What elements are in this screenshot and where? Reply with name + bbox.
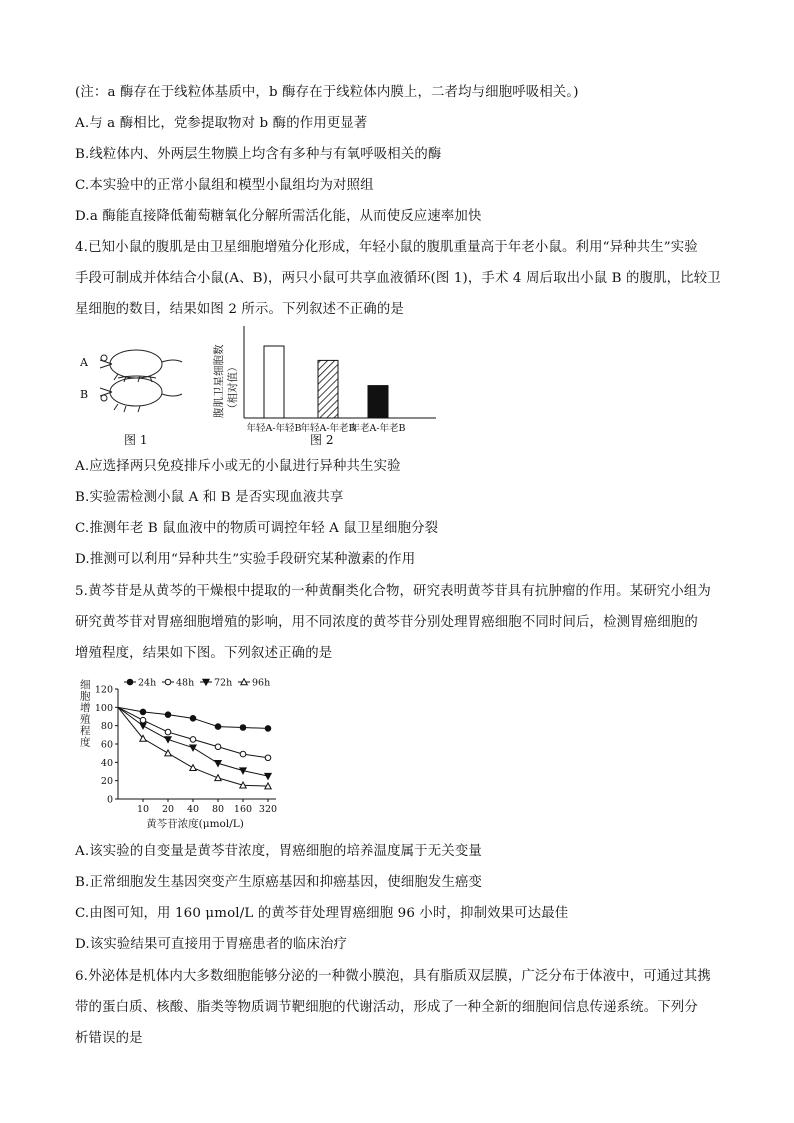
figure-3-point xyxy=(215,724,221,730)
figure-3-legend-label: 24h xyxy=(138,677,157,689)
q3-option-c: C.本实验中的正常小鼠组和模型小鼠组均为对照组 xyxy=(75,178,374,193)
figure-3-legend-label: 48h xyxy=(176,677,195,689)
figure-3-point xyxy=(190,737,196,743)
figure-2-bar-2 xyxy=(318,360,338,418)
figure-3-ylabel-char: 殖 xyxy=(80,713,91,726)
q5-option-b: B.正常细胞发生基因突变产生原癌基因和抑癌基因，使细胞发生癌变 xyxy=(75,875,483,890)
q3-option-d: D.a 酶能直接降低葡萄糖氧化分解所需活化能，从而使反应速率加快 xyxy=(75,209,482,224)
q5-stem-line-2: 研究黄芩苷对胃癌细胞增殖的影响，用不同浓度的黄芩苷分别处理胃癌细胞不同时间后，检测胃癌细胞的 xyxy=(75,615,698,630)
figure-3-xtick-label: 40 xyxy=(186,804,200,815)
figure-1-mice xyxy=(78,340,188,448)
q5-option-d: D.该实验结果可直接用于胃癌患者的临床治疗 xyxy=(75,937,348,952)
figure-3-ytick-label: 60 xyxy=(100,739,113,751)
q4-option-b: B.实验需检测小鼠 A 和 B 是否实现血液共享 xyxy=(75,490,344,505)
figure-2-ylabel-sub: （相对值） xyxy=(227,361,239,414)
figure-3-xtick-label: 80 xyxy=(211,804,225,815)
figure-3-ylabel-char: 胞 xyxy=(80,690,91,703)
figure-2-xtick-label: 年老A-年老B xyxy=(350,423,406,434)
q4-option-c: C.推测年老 B 鼠血液中的物质可调控年轻 A 鼠卫星细胞分裂 xyxy=(75,521,439,536)
figure-1-label-a: A xyxy=(80,356,88,369)
figure-3-point xyxy=(265,755,271,761)
figure-3-ytick-label: 120 xyxy=(94,684,113,696)
figure-3-ytick-label: 0 xyxy=(106,794,113,806)
q4-option-d: D.推测可以利用“异种共生”实验手段研究某种激素的作用 xyxy=(75,552,416,567)
figure-3-ytick-label: 20 xyxy=(100,776,113,788)
figure-3-point xyxy=(240,751,246,757)
figure-3-point xyxy=(215,775,221,781)
figure-1-label-b: B xyxy=(80,388,89,401)
figure-3-legend-label: 96h xyxy=(252,677,271,689)
figure-3-point xyxy=(165,729,171,735)
figure-3-ytick-label: 100 xyxy=(94,702,113,714)
figure-3-legend-marker xyxy=(127,679,133,685)
q3-option-a: A.与 a 酶相比，党参提取物对 b 酶的作用更显著 xyxy=(75,116,368,131)
figure-2-bar-chart xyxy=(210,322,440,448)
q4-stem-line-1: 4.已知小鼠的腹肌是由卫星细胞增殖分化形成，年轻小鼠的腹肌重量高于年老小鼠。利用“异种共生”实验 xyxy=(75,240,698,255)
figure-3-xlabel: 黄芩苷浓度(μmol/L) xyxy=(146,818,244,830)
figure-3-point xyxy=(165,712,171,718)
q4-stem-line-3: 星细胞的数目，结果如图 2 所示。下列叙述不正确的是 xyxy=(75,302,404,317)
q6-stem-line-3: 析错误的是 xyxy=(75,1031,143,1046)
figure-2-bar-1 xyxy=(264,346,284,418)
figure-3-ytick-label: 80 xyxy=(100,721,113,733)
q5-stem-line-1: 5.黄芩苷是从黄芩的干燥根中提取的一种黄酮类化合物，研究表明黄芩苷具有抗肿瘤的作用。某研究小组为 xyxy=(75,584,711,599)
figure-3-point xyxy=(190,765,196,771)
figure-3-point xyxy=(140,709,146,715)
figure-3-legend-marker xyxy=(165,679,171,685)
figure-2-xtick-label: 年轻A-年轻B xyxy=(246,423,302,434)
figure-3-ylabel-char: 度 xyxy=(80,736,91,749)
figure-3-xtick-label: 10 xyxy=(136,804,150,815)
figure-3-line-chart xyxy=(78,672,293,832)
figure-2-ylabel-main: 腹肌卫星细胞数 xyxy=(213,344,225,418)
figure-3-point xyxy=(165,750,171,756)
q6-stem-line-2: 带的蛋白质、核酸、脂类等物质调节靶细胞的代谢活动，形成了一种全新的细胞间信息传递系统。下列分 xyxy=(75,1000,698,1015)
figure-3-point xyxy=(140,717,146,723)
figure-2-xtick-label: 年轻A-年老B xyxy=(300,423,356,434)
q4-option-a: A.应选择两只免疫排斥小或无的小鼠进行异种共生实验 xyxy=(75,459,401,474)
figure-1-caption: 图 1 xyxy=(124,433,148,447)
figure-3-point xyxy=(240,725,246,731)
figure-3-xtick-label: 160 xyxy=(233,804,253,815)
figure-3-ylabel-char: 细 xyxy=(80,679,91,691)
q3-option-b: B.线粒体内、外两层生物膜上均含有多种与有氧呼吸相关的酶 xyxy=(75,147,442,162)
q5-option-a: A.该实验的自变量是黄芩苷浓度，胃癌细胞的培养温度属于无关变量 xyxy=(75,844,482,859)
figure-3-ylabel-char: 程 xyxy=(80,725,91,737)
figure-3-ylabel-char: 增 xyxy=(80,702,91,714)
figure-3-xtick-label: 20 xyxy=(161,804,175,815)
figure-3-point xyxy=(265,726,271,732)
q5-stem-line-3: 增殖程度，结果如下图。下列叙述正确的是 xyxy=(75,646,333,661)
figure-3-point xyxy=(265,773,271,779)
figure-3-point xyxy=(140,723,146,729)
figure-2-caption: 图 2 xyxy=(310,433,334,447)
note-text: (注：a 酶存在于线粒体基质中，b 酶存在于线粒体内膜上，二者均与细胞呼吸相关。) xyxy=(75,85,579,100)
q6-stem-line-1: 6.外泌体是机体内大多数细胞能够分泌的一种微小膜泡，具有脂质双层膜，广泛分布于体液中，可通过其携 xyxy=(75,969,711,984)
figure-2-bar-3 xyxy=(368,386,388,418)
figure-3-legend xyxy=(124,678,270,689)
q5-option-c: C.由图可知，用 160 μmol/L 的黄芩苷处理胃癌细胞 96 小时，抑制效果可达最佳 xyxy=(75,906,569,921)
figure-3-xtick-label: 320 xyxy=(258,804,278,815)
q4-stem-line-2: 手段可制成并体结合小鼠(A、B)，两只小鼠可共享血液循环(图 1)，手术 4 周后取出小鼠 B 的腹肌，比较卫 xyxy=(75,271,721,286)
figure-3-point xyxy=(190,716,196,722)
figure-3-ytick-label: 40 xyxy=(100,757,113,769)
figure-3-legend-label: 72h xyxy=(214,677,233,689)
figure-3-series-48h xyxy=(118,707,271,760)
figure-3-point xyxy=(215,744,221,750)
figure-3-point xyxy=(190,745,196,751)
